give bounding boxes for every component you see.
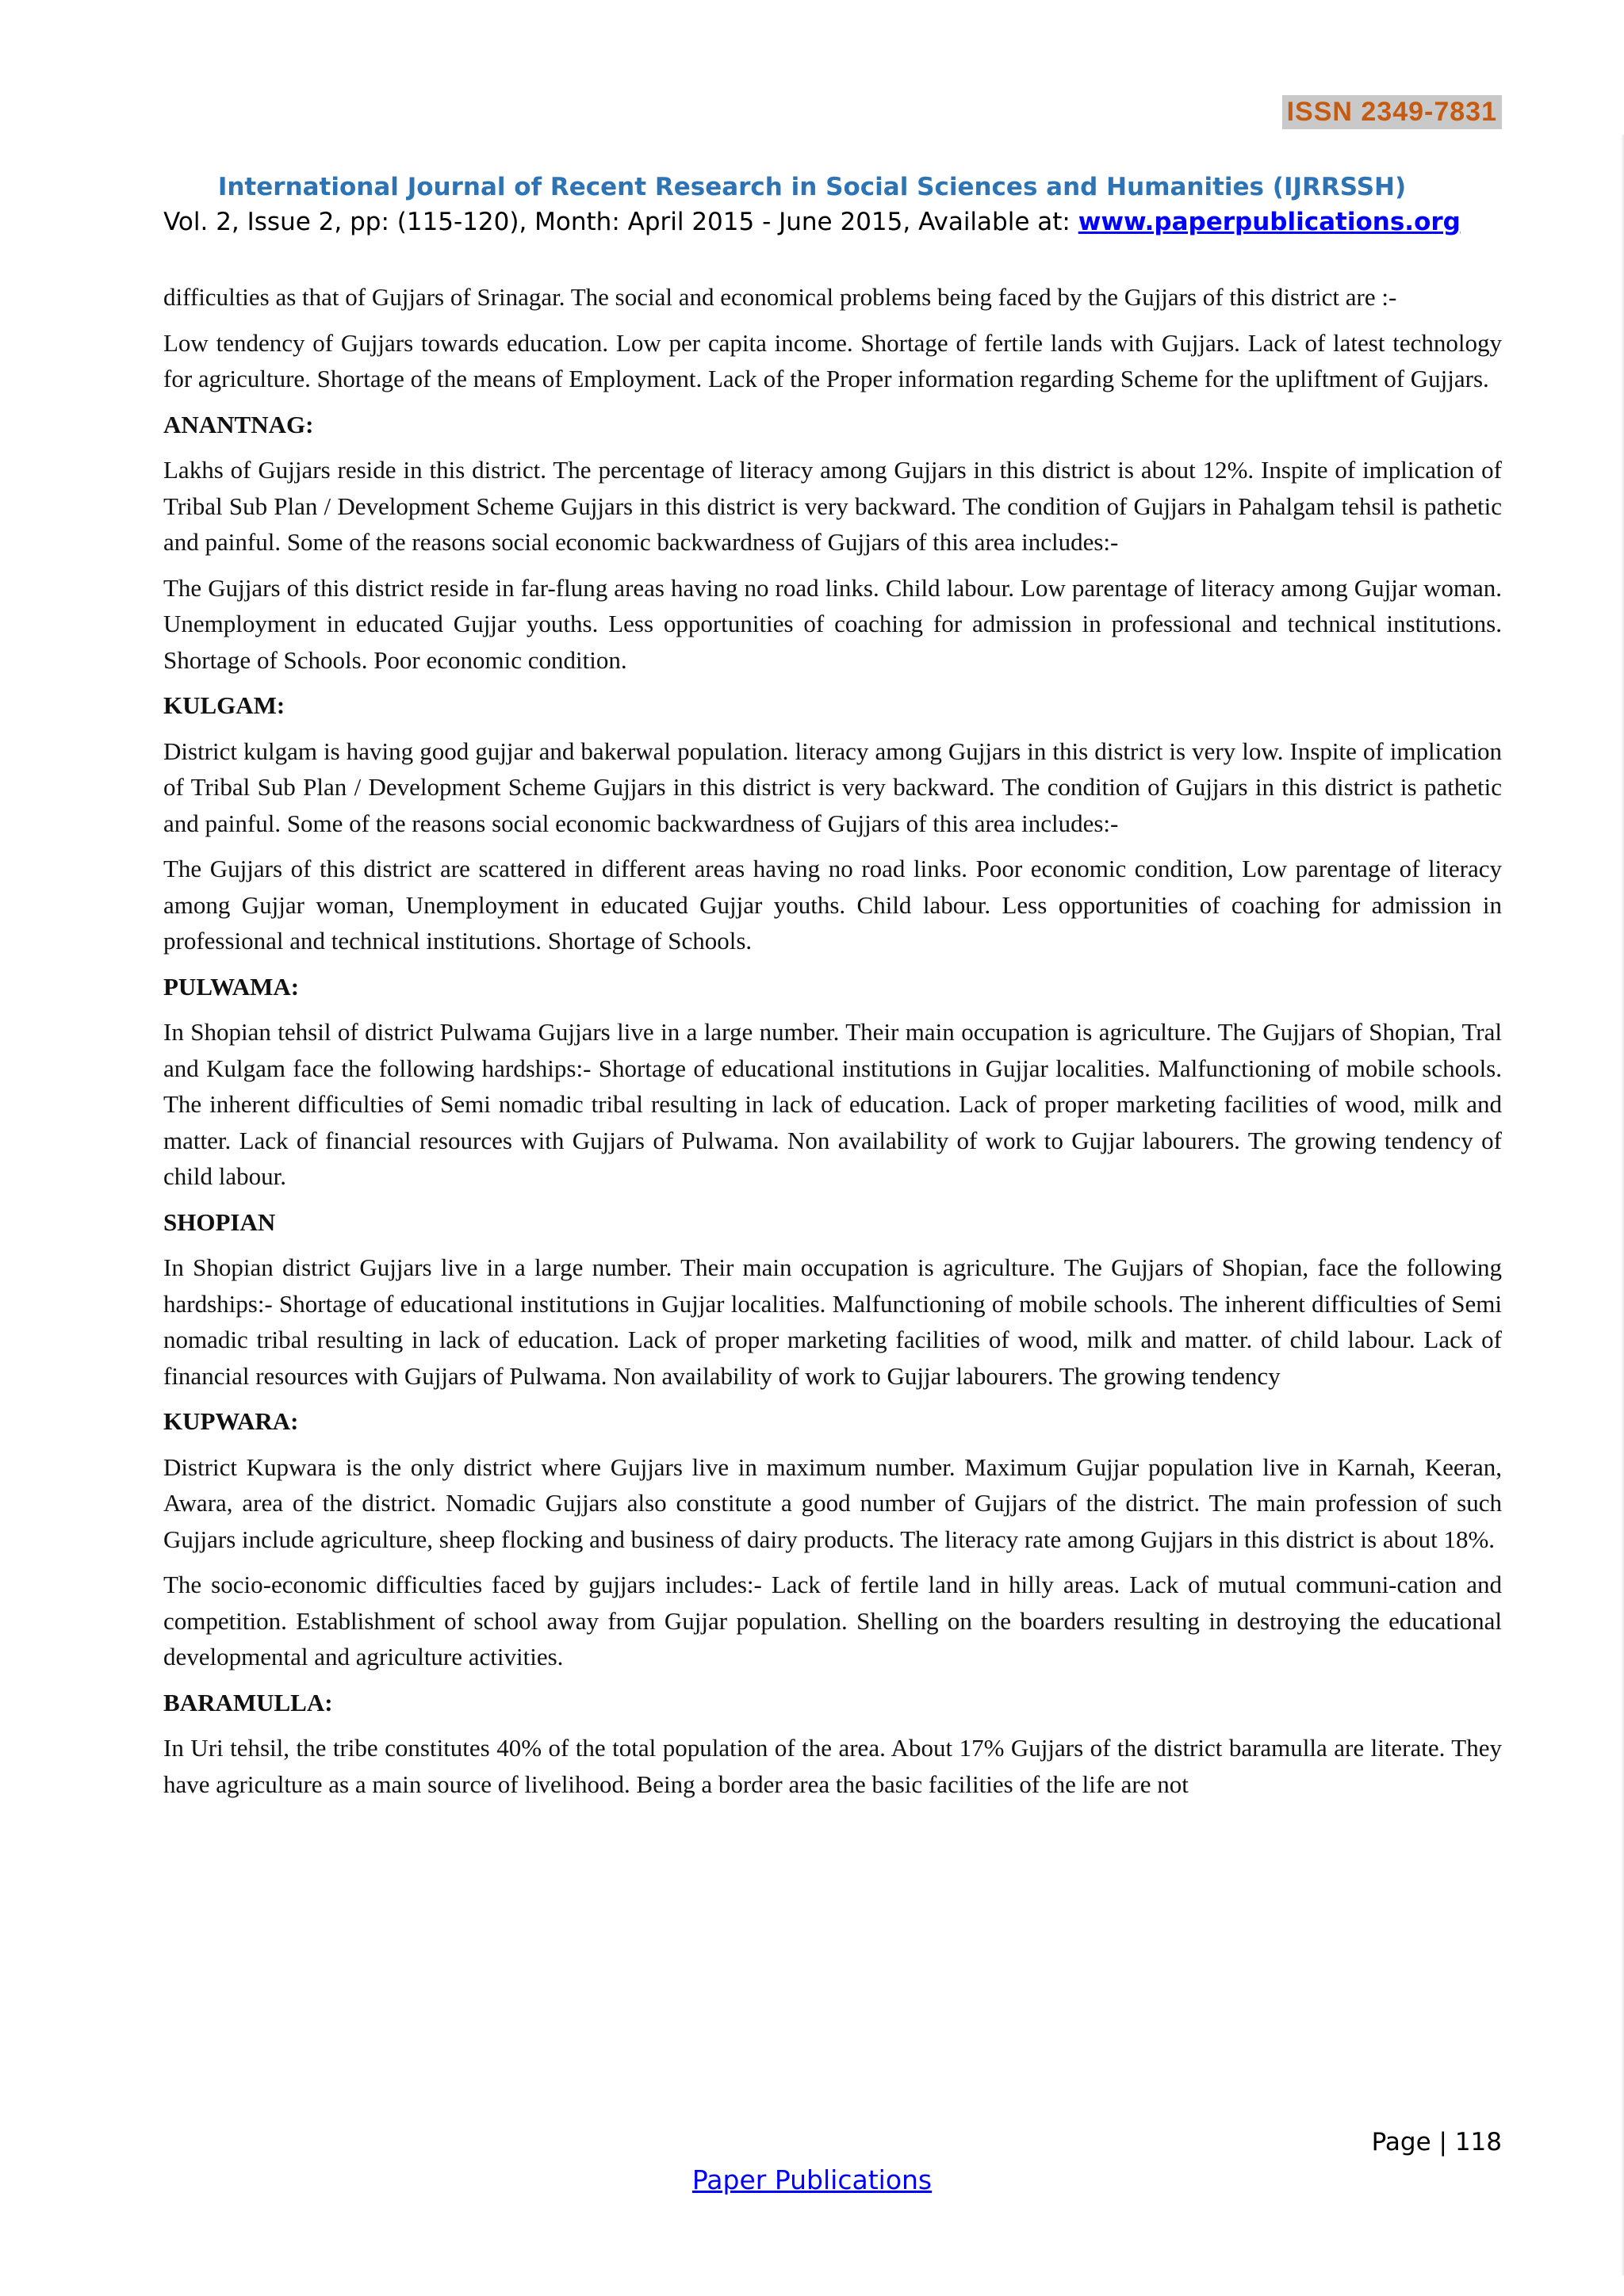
- section-paragraph: The Gujjars of this district reside in far-flung areas having no road links. Child labour. Low parentage of literacy among Gujjar woman. Unemployment in educated Gujjar youths. Less opportunities of coaching for admission in professional and technical institutions. Shortage of Schools. Poor economic condition.: [163, 573, 1502, 674]
- intro-paragraph: difficulties as that of Gujjars of Srinagar. The social and economical problems being faced by the Gujjars of this district are :-: [163, 283, 1397, 311]
- section-paragraph: In Shopian tehsil of district Pulwama Gujjars live in a large number. Their main occupation is agriculture. The Gujjars of Shopian, Tral and Kulgam face the following hardships:- Shortage of educational institutions in Gujjar localities. Malfunctioning of mobile schools. The inherent difficulties of Semi nomadic tribal resulting in lack of education. Lack of proper marketing facilities of wood, milk and matter. Lack of financial resources with Gujjars of Pulwama. Non availability of work to Gujjar labourers. The growing tendency of child labour.: [163, 1018, 1502, 1190]
- section-heading-baramulla: BARAMULLA:: [163, 1688, 333, 1716]
- intro-paragraph: Low tendency of Gujjars towards education. Low per capita income. Shortage of fertile lands with Gujjars. Lack of latest technology for agriculture. Shortage of the means of Employment. Lack of the Proper information regarding Scheme for the upliftment of Gujjars.: [163, 328, 1502, 392]
- section-heading-anantnag: ANANTNAG:: [163, 410, 314, 438]
- section-heading-pulwama: PULWAMA:: [163, 972, 300, 1001]
- section-paragraph: Lakhs of Gujjars reside in this district. The percentage of literacy among Gujjars in this district is about 12%. Inspite of implication of Tribal Sub Plan / Development Scheme Gujjars in this district is very backward. The condition of Gujjars in Pahalgam tehsil is pathetic and painful. Some of the reasons social economic backwardness of Gujjars of this area includes:-: [163, 456, 1502, 556]
- section-paragraph: The socio-economic difficulties faced by gujjars includes:- Lack of fertile land in hilly areas. Lack of mutual communi-cation and competition. Establishment of school away from Gujjar population. Shelling on the boarders resulting in destroying the educational developmental and agriculture activities.: [163, 1571, 1502, 1670]
- section-heading-kulgam: KULGAM:: [163, 691, 285, 719]
- volume-text: Vol. 2, Issue 2, pp: (115-120), Month: April 2015 - June 2015, Available at:: [163, 208, 1078, 236]
- journal-website-link[interactable]: www.paperpublications.org: [1078, 208, 1461, 236]
- section-paragraph: In Shopian district Gujjars live in a large number. Their main occupation is agriculture. The Gujjars of Shopian, face the following hardships:- Shortage of educational institutions in Gujjar localities. Malfunctioning of mobile schools. The inherent difficulties of Semi nomadic tribal resulting in lack of education. Lack of proper marketing facilities of wood, milk and matter. of child labour. Lack of financial resources with Gujjars of Pulwama. Non availability of work to Gujjar labourers. The growing tendency: [163, 1253, 1502, 1390]
- journal-volume-info: [0, 208, 1624, 236]
- section-paragraph: In Uri tehsil, the tribe constitutes 40% of the total population of the area. About 17% Gujjars of the district baramulla are literate. They have agriculture as a main source of livelihood. Being a border area the basic facilities of the life are not: [163, 1734, 1502, 1798]
- page-edge-shadow: [1621, 135, 1624, 2275]
- section-heading-kupwara: KUPWARA:: [163, 1407, 299, 1435]
- publisher-footer-link[interactable]: Paper Publications: [691, 2164, 933, 2195]
- section-paragraph: District kulgam is having good gujjar and bakerwal population. literacy among Gujjars in this district is very low. Inspite of implication of Tribal Sub Plan / Development Scheme Gujjars in this district is very backward. The condition of Gujjars in this district is pathetic and painful. Some of the reasons social economic backwardness of Gujjars of this area includes:-: [163, 737, 1502, 837]
- article-body: [163, 279, 1502, 1812]
- section-heading-shopian: SHOPIAN: [163, 1207, 276, 1236]
- section-paragraph: District Kupwara is the only district where Gujjars live in maximum number. Maximum Gujjar population live in Karnah, Keeran, Awara, area of the district. Nomadic Gujjars also constitute a good number of Gujjars of the district. The main profession of such Gujjars include agriculture, sheep flocking and business of dairy products. The literacy rate among Gujjars in this district is about 18%.: [163, 1452, 1502, 1553]
- journal-title: International Journal of Recent Research in Social Sciences and Humanities (IJRRSSH): [217, 173, 1407, 201]
- page-number: Page | 118: [1371, 2128, 1502, 2156]
- section-paragraph: The Gujjars of this district are scattered in different areas having no road links. Poor economic condition, Low parentage of literacy among Gujjar woman, Unemployment in educated Gujjar youths. Child labour. Less opportunities of coaching for admission in professional and technical institutions. Shortage of Schools.: [163, 855, 1502, 955]
- issn-badge: ISSN 2349-7831: [1282, 95, 1502, 129]
